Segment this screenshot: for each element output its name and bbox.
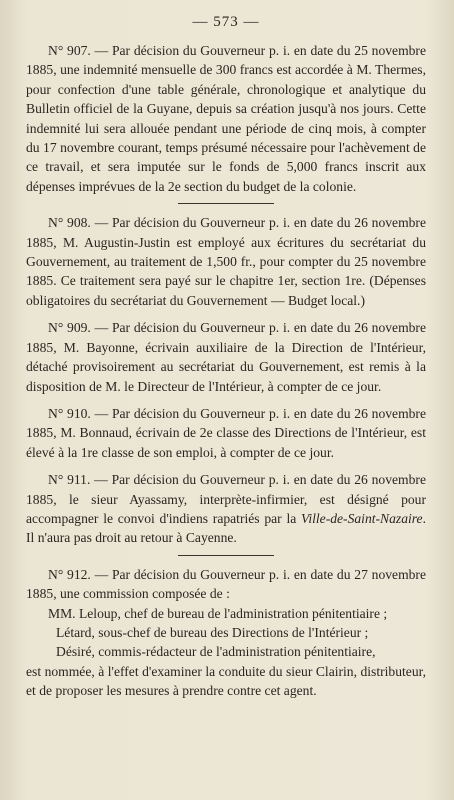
decision-909 bbox=[26, 318, 426, 396]
commission-member: Létard, sous-chef de bureau des Directions de l'Intérieur ; bbox=[56, 624, 369, 640]
decision-912-text: N° 912. — Par décision du Gouverneur p. i. en date du 27 novembre 1885, une commission composée de : bbox=[26, 566, 426, 602]
decision-912 bbox=[26, 565, 426, 701]
decision-908-text: N° 908. — Par décision du Gouverneur p. i. en date du 26 novembre 1885, M. Augustin-Justin est employé aux écritures du secrétariat du Gouvernement, au traitement de 1,500 fr., pour compter du 25 novembre 1885. Ce traitement sera payé sur le chapitre 1er, section 1re. (Dépenses obligatoires du secrétariat du Gouvernement — Budget local.) bbox=[26, 215, 426, 308]
page-number: — 573 — bbox=[192, 14, 260, 30]
decision-912-end: est nommée, à l'effet d'examiner la conduite du sieur Clairin, distributeur, et de proposer les mesures à prendre contre cet agent. bbox=[26, 663, 426, 699]
section-divider bbox=[178, 203, 274, 204]
section-divider-2 bbox=[178, 555, 274, 556]
commission-member: MM. Leloup, chef de bureau de l'administration pénitentiaire ; bbox=[48, 605, 388, 621]
decision-911-end: . Il n'aura pas droit au retour à Cayenne. bbox=[26, 510, 426, 546]
decision-909-text: N° 909. — Par décision du Gouverneur p. i. en date du 26 novembre 1885, M. Bayonne, écrivain auxiliaire de la Direction de l'Intérieur, détaché provisoirement au secrétariat du Gouvernement, est remis à la disposition de M. le Directeur de l'Intérieur, à compter de ce jour. bbox=[26, 320, 426, 394]
decision-911-text bbox=[26, 470, 426, 548]
decision-908 bbox=[26, 213, 426, 310]
decision-911-body: N° 911. — Par décision du Gouverneur p. i. en date du 26 novembre 1885, le sieur Ayassamy, interprète-infirmier, est désigné pour accompagner le convoi d'indiens rapatriés par la bbox=[26, 472, 426, 526]
commission-member: Désiré, commis-rédacteur de l'administration pénitentiaire, bbox=[56, 644, 376, 660]
decision-910 bbox=[26, 404, 426, 462]
decision-907-text: N° 907. — Par décision du Gouverneur p. i. en date du 25 novembre 1885, une indemnité mensuelle de 300 francs est accordée à M. Thermes, pour confection d'une table générale, chronologique et analytique du Bulletin officiel de la Guyane, depuis sa création jusqu'à nos jours. Cette indemnité lui sera allouée pendant une période de cinq mois, à compter du 17 novembre courant, temps présumé nécessaire pour l'achèvement de ce travail, et sera imputée sur le fonds de 5,000 francs inscrit aux dépenses imprévues de la 2e section du budget de la colonie. bbox=[26, 43, 426, 194]
decision-907 bbox=[26, 41, 426, 196]
ship-name: Ville-de-Saint-Nazaire bbox=[301, 510, 423, 526]
decision-911 bbox=[26, 470, 426, 548]
decision-910-text: N° 910. — Par décision du Gouverneur p. i. en date du 26 novembre 1885, M. Bonnaud, écrivain de 2e classe des Directions de l'Intérieur, est élevé à la 1re classe de son emploi, à compter de ce jour. bbox=[26, 405, 426, 460]
